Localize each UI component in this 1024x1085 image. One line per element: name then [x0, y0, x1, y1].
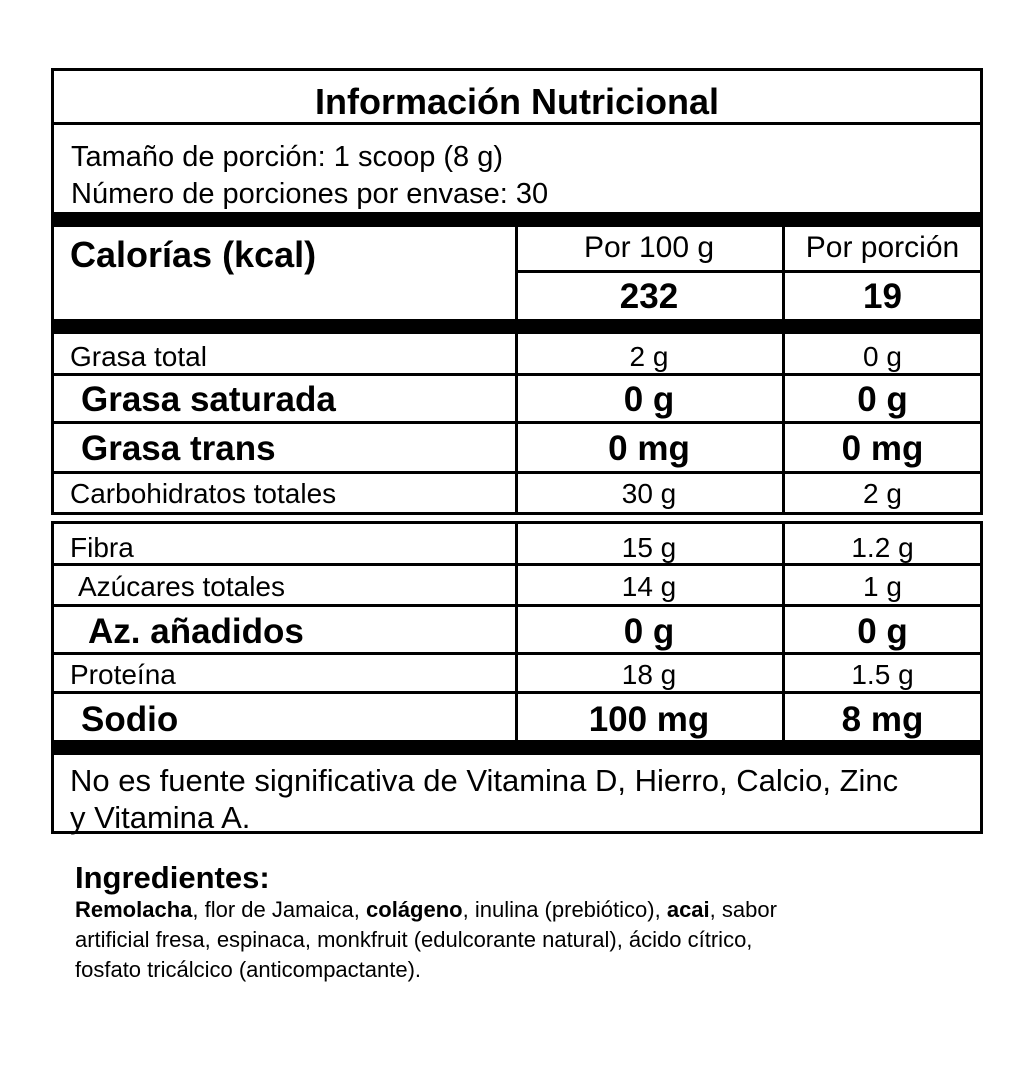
calories-per-serving: 19: [863, 277, 902, 316]
nutrient-name: Carbohidratos totales: [70, 478, 337, 509]
footnote-line-1: No es fuente significativa de Vitamina D, Hierro, Calcio, Zinc: [70, 763, 899, 798]
ingredients-line-2: artificial fresa, espinaca, monkfruit (edulcorante natural), ácido cítrico,: [75, 927, 753, 952]
nutrient-per-100g: 14 g: [621, 571, 677, 602]
servings-per-container: Número de porciones por envase: 30: [71, 178, 549, 210]
nutrient-per-100g: 2 g: [629, 341, 669, 372]
nutrient-per-100g: 0 g: [623, 380, 675, 419]
nutrient-per-serving: 0 mg: [841, 429, 924, 468]
nutrient-name: Proteína: [70, 659, 176, 690]
nutrient-name: Grasa saturada: [81, 380, 336, 419]
nutrient-per-100g: 0 mg: [608, 429, 690, 468]
thick-divider: [54, 740, 980, 755]
thick-divider: [54, 319, 980, 334]
ingredients-line-1: [75, 895, 777, 925]
row-divider: [54, 652, 980, 655]
serving-size: Tamaño de porción: 1 scoop (8 g): [71, 141, 504, 173]
ingredients-heading: Ingredientes:: [75, 860, 270, 895]
calories-per-100g: 232: [619, 277, 679, 316]
col-header-per-100g: Por 100 g: [583, 231, 715, 264]
row-divider: [54, 421, 980, 424]
row-divider: [54, 471, 980, 474]
ingredient-highlight: Remolacha: [75, 897, 193, 922]
nutrient-per-100g: 30 g: [621, 478, 677, 509]
nutrient-per-serving: 1.2 g: [851, 532, 914, 563]
ingredient-text: , sabor: [709, 897, 777, 922]
nutrient-name: Az. añadidos: [88, 612, 304, 651]
row-divider: [54, 604, 980, 607]
nutrient-name: Grasa trans: [81, 429, 276, 468]
nutrient-per-serving: 0 g: [857, 380, 908, 419]
calories-label: Calorías (kcal): [70, 234, 317, 275]
divider: [515, 270, 980, 273]
nutrient-name: Sodio: [81, 700, 179, 739]
row-divider: [54, 373, 980, 376]
nutrient-name: Fibra: [70, 532, 134, 563]
column-divider: [515, 227, 518, 319]
ingredient-highlight: colágeno: [366, 897, 463, 922]
nutrient-per-100g: 0 g: [623, 612, 675, 651]
nutrient-name: Azúcares totales: [78, 571, 285, 602]
column-divider: [782, 227, 785, 319]
footnote-line-2: y Vitamina A.: [70, 800, 251, 835]
nutrient-per-serving: 1.5 g: [851, 659, 914, 690]
nutrient-name: Grasa total: [70, 341, 207, 372]
row-divider: [54, 563, 980, 566]
nutrition-table-top: [51, 68, 983, 515]
ingredient-text: , flor de Jamaica,: [192, 897, 367, 922]
ingredients-line-3: fosfato tricálcico (anticompactante).: [75, 957, 422, 982]
nutrient-per-100g: 18 g: [621, 659, 677, 690]
col-header-per-serving: Por porción: [805, 231, 960, 264]
nutrition-table-bottom: [51, 521, 983, 834]
ingredient-highlight: acai: [666, 897, 710, 922]
nutrient-per-serving: 1 g: [863, 571, 902, 602]
nutrient-per-100g: 100 mg: [588, 700, 710, 739]
nutrient-per-serving: 2 g: [863, 478, 902, 509]
label-title: Información Nutricional: [314, 81, 720, 122]
nutrient-per-serving: 0 g: [857, 612, 908, 651]
ingredient-text: , inulina (prebiótico),: [462, 897, 667, 922]
thick-divider: [54, 212, 980, 227]
nutrient-per-100g: 15 g: [621, 532, 677, 563]
divider: [54, 122, 980, 125]
nutrient-per-serving: 8 mg: [841, 700, 924, 739]
nutrient-per-serving: 0 g: [863, 341, 902, 372]
row-divider: [54, 691, 980, 694]
